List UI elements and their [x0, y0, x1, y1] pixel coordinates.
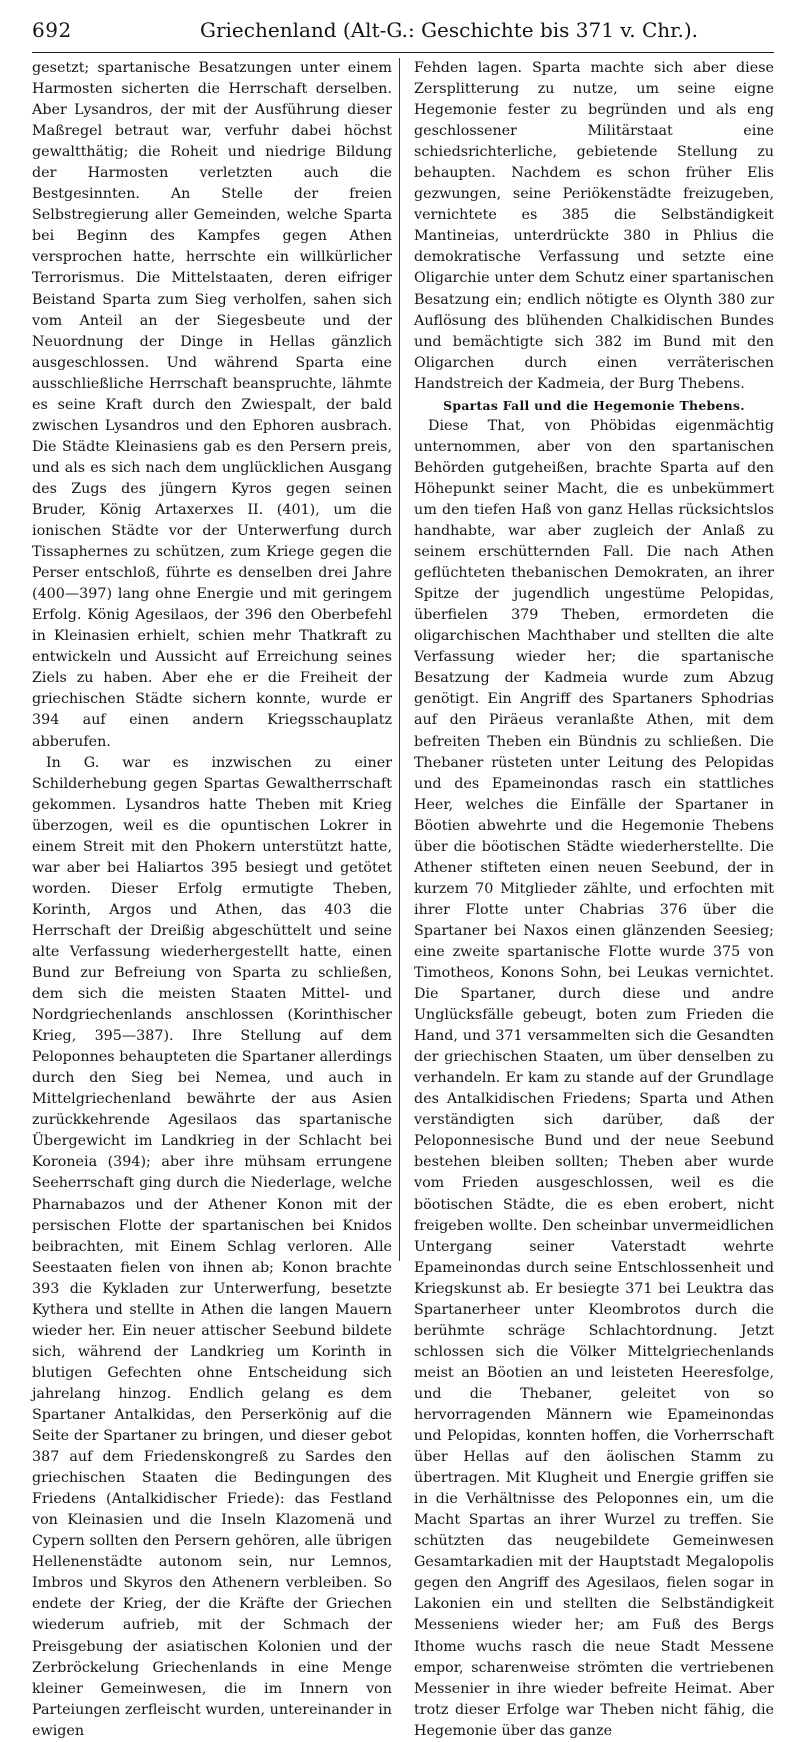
paragraph: gesetzt; spartanische Besatzungen unter einem Harmosten sicherten die Herrschaft derselben. Aber Lysandros, der mit der Ausführung dieser Maßregel betraut war, verfuhr dabei höchst gewaltthätig; die Roheit und niedrige Bildung der Harmosten verletzten auch die Bestgesinnten. An Stelle der freien Selbstregierung aller Gemeinden, welche Sparta bei Beginn des Kampfes gegen Athen versprochen hatte, herrschte ein willkürlicher Terrorismus. Die Mittelstaaten, deren eifriger Beistand Sparta zum Sieg verholfen, sahen sich vom Anteil an der Siegesbeute und der Neuordnung der Dinge in Hellas gänzlich ausgeschlossen. Und während Sparta eine ausschließliche Herrschaft beanspruchte, lähmte es seine Kraft durch den Zwiespalt, der bald zwischen Lysandros und den Ephoren ausbrach. Die Städte Kleinasiens gab es den Persern preis, und als es sich nach dem unglücklichen Ausgang des Zugs des jüngern Kyros gegen seinen Bruder, König Artaxerxes II. (401), um die ionischen Städte vor der Unterwerfung durch Tissaphernes zu schützen, zum Kriege gegen die Perser entschloß, führte es denselben drei Jahre (400—397) lang ohne Energie und mit geringem Erfolg. König Agesilaos, der 396 den Oberbefehl in Kleinasien erhielt, schien mehr Thatkraft zu entwickeln und Aussicht auf Erreichung seines Ziels zu haben. Aber ehe er die Freiheit der griechischen Städte sichern konnte, wurde er 394 auf einen andern Kriegsschauplatz abberufen.	[32, 60, 392, 750]
page-number: 692	[32, 18, 72, 42]
page-header	[32, 16, 772, 46]
column-divider	[399, 58, 400, 1261]
paragraph: Fehden lagen. Sparta machte sich aber diese Zersplitterung zu nutze, um seine eigne Hegemonie fester zu begründen und als eng geschlossener Militärstaat eine schiedsrichterliche, gebietende Stellung zu behaupten. Nachdem es schon früher Elis gezwungen, seine Periökenstädte freizugeben, vernichtete es 385 die Selbständigkeit Mantineias, unterdrückte 380 in Phlius die demokratische Verfassung und setzte eine Oligarchie unter dem Schutz einer spartanischen Besatzung ein; endlich nötigte es Olynth 380 zur Auflösung des blühenden Chalkidischen Bundes und bemächtigte sich 382 im Bund mit den Oligarchen durch einen verräterischen Handstreich der Kadmeia, der Burg Thebens.	[414, 60, 774, 392]
right-column	[414, 58, 774, 1739]
section-heading: Spartas Fall und die Hegemonie Thebens.	[443, 397, 745, 413]
left-column	[32, 58, 392, 1739]
paragraph: In G. war es inzwischen zu einer Schilderhebung gegen Spartas Gewaltherrschaft gekommen. Lysandros hatte Theben mit Krieg überzogen, weil es die opuntischen Lokrer in einem Streit mit den Phokern unterstützt hatte, war aber bei Haliartos 395 besiegt und getötet worden. Dieser Erfolg ermutigte Theben, Korinth, Argos und Athen, das 403 die Herrschaft der Dreißig abgeschüttelt und seine alte Verfassung wiederhergestellt hatte, einen Bund zur Befreiung von Sparta zu schließen, dem sich die meisten Staaten Mittel- und Nordgriechenlands anschlossen (Korinthischer Krieg, 395—387). Ihre Stellung auf dem Peloponnes behaupteten die Spartaner allerdings durch den Sieg bei Nemea, und auch in Mittelgriechenland bewährte der aus Asien zurückkehrende Agesilaos das spartanische Übergewicht im Landkrieg in der Schlacht bei Koroneia (394); aber ihre mühsam errungene Seeherrschaft ging durch die Niederlage, welche Pharnabazos und der Athener Konon mit der persischen Flotte der spartanischen bei Knidos beibrachten, mit Einem Schlag verloren. Alle Seestaaten fielen von ihnen ab; Konon brachte 393 die Kykladen zur Unterwerfung, besetzte Kythera und stellte in Athen die langen Mauern wieder her. Ein neuer attischer Seebund bildete sich, während der Landkrieg um Korinth in blutigen Gefechten ohne Entscheidung sich jahrelang hinzog. Endlich gelang es dem Spartaner Antalkidas, den Perserkönig auf die Seite der Spartaner zu bringen, und dieser gebot 387 auf dem Friedenskongreß zu Sardes den griechischen Staaten die Bedingungen des Friedens (Antalkidischer Friede): das Festland von Kleinasien und die Inseln Klazomenä und Cypern sollten den Persern gehören, alle übrigen Hellenenstädte autonom sein, nur Lemnos, Imbros und Skyros den Athenern verbleiben. So endete der Krieg, der die Kräfte der Griechen wiederum aufrieb, mit der Schmach der Preisgebung der asiatischen Kolonien und der Zerbröckelung Griechenlands in eine Menge kleiner Gemeinwesen, die im Innern von Parteiungen zerfleischt wurden, untereinander in ewigen	[32, 754, 392, 1739]
paragraph: Diese That, von Phöbidas eigenmächtig unternommen, aber von den spartanischen Behörden gutgeheißen, brachte Sparta auf den Höhepunkt seiner Macht, die es unbekümmert um den tiefen Haß von ganz Hellas rücksichtslos handhabte, war aber zugleich der Anlaß zu seinem erschütternden Fall. Die nach Athen geflüchteten thebanischen Demokraten, an ihrer Spitze der jugendlich ungestüme Pelopidas, überfielen 379 Theben, ermordeten die oligarchischen Machthaber und stellten die alte Verfassung wieder her; die spartanische Besatzung der Kadmeia wurde zum Abzug genötigt. Ein Angriff des Spartaners Sphodrias auf den Piräeus veranlaßte Athen, mit dem befreiten Theben ein Bündnis zu schließen. Die Thebaner rüsteten unter Leitung des Pelopidas und des Epameinondas rasch ein stattliches Heer, welches die Einfälle der Spartaner in Böotien abwehrte und die Hegemonie Thebens über die böotischen Städte wiederherstellte. Die Athener stifteten einen neuen Seebund, der in kurzem 70 Mitglieder zählte, und erfochten mit ihrer Flotte unter Chabrias 376 über die Spartaner bei Naxos einen glänzenden Seesieg; eine zweite spartanische Flotte wurde 375 von Timotheos, Konons Sohn, bei Leukas vernichtet. Die Spartaner, durch diese und andre Unglücksfälle gebeugt, boten zum Frieden die Hand, und 371 versammelten sich die Gesandten der griechischen Staaten, um über denselben zu verhandeln. Er kam zu stande auf der Grundlage des Antalkidischen Friedens; Sparta und Athen verständigten sich darüber, daß der Peloponnesische Bund und der neue Seebund bestehen bleiben sollten; Theben aber wurde vom Frieden ausgeschlossen, weil es die böotischen Städte, die es eben erobert, nicht freigeben wollte. Den scheinbar unvermeidlichen Untergang seiner Vaterstadt wehrte Epameinondas durch seine Entschlossenheit und Kriegskunst ab. Er besiegte 371 bei Leuktra das Spartanerheer unter Kleombrotos durch die berühmte schräge Schlachtordnung. Jetzt schlossen sich die Völker Mittelgriechenlands meist an Böotien an und leisteten Heeresfolge, und die Thebaner, geleitet von so hervorragenden Männern wie Epameinondas und Pelopidas, konnten hoffen, die Vorherrschaft über Hellas auf den äolischen Stamm zu übertragen. Mit Klugheit und Energie griffen sie in die Verhältnisse des Peloponnes ein, um die Macht Spartas an ihrer Wurzel zu treffen. Sie schützten das neugebildete Gemeinwesen Gesamtarkadien mit der Hauptstadt Megalopolis gegen den Angriff des Agesilaos, fielen sogar in Lakonien ein und stellten die Selbständigkeit Messeniens wieder her; am Fuß des Bergs Ithome wuchs rasch die neue Stadt Messene empor, scharenweise strömten die vertriebenen Messenier in ihre wieder befreite Heimat. Aber trotz dieser Erfolge war Theben nicht fähig, die Hegemonie über das ganze	[414, 417, 774, 1739]
running-head: Griechenland (Alt-G.: Geschichte bis 371 v. Chr.).	[200, 18, 699, 42]
header-rule	[32, 52, 774, 53]
